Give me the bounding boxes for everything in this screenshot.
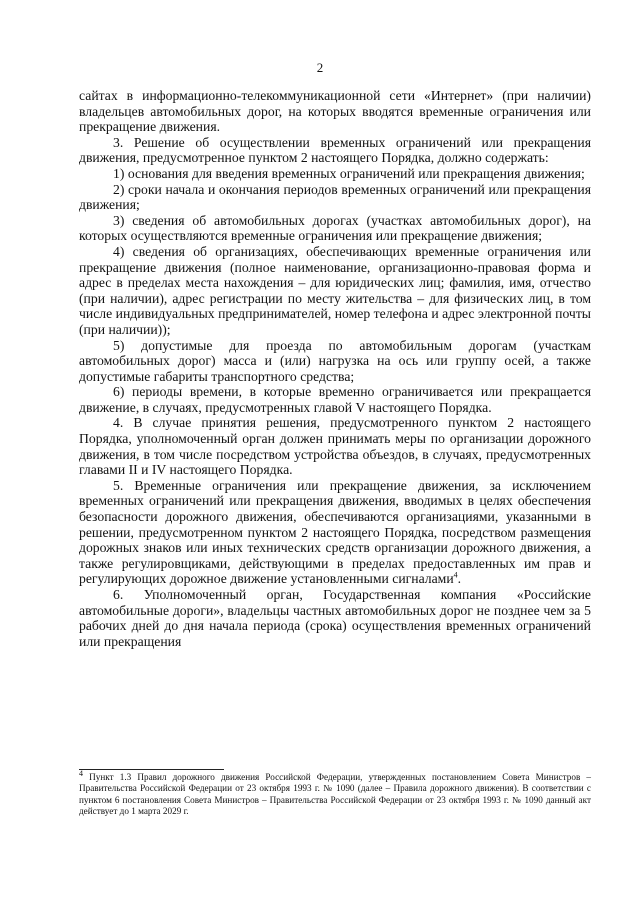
- footnote: [79, 768, 592, 818]
- paragraph-subitem-2: 2) сроки начала и окончания периодов временных ограничений или прекращения движения;: [79, 181, 591, 213]
- footnote-divider: [79, 769, 224, 770]
- paragraph-subitem-5: 5) допустимые для проезда по автомобильным дорогам (участкам автомобильных дорог) масса и (или) нагрузка на ось или группу осей, а также допустимые габариты транспортного средства;: [79, 337, 591, 384]
- paragraph-item-6: 6. Уполномоченный орган, Государственная компания «Российские автомобильные дороги», владельцы частных автомобильных дорог не позднее чем за 5 рабочих дней до дня начала периода (срока) осуществления временных ограничений или прекращения: [79, 587, 591, 649]
- footnote-reference[interactable]: 4: [453, 570, 458, 580]
- paragraph-item-5: 5. Временные ограничения или прекращение движения, за исключением временных ограничений или прекращения движения, вводимых в целях обеспечения безопасности дорожного движения, обеспечиваются организациями, указанными в решении, предусмотренном пунктом 2 настоящего Порядка, посредством размещения дорожных знаков или иных технических средств организации дорожного движения, а также регулировщиками, действующими в пределах предоставленных им прав и регулирующих дорожное движение установленными сигналами: [79, 477, 591, 587]
- paragraph-item-3: 3. Решение об осуществлении временных ограничений или прекращения движения, предусмотренное пунктом 2 настоящего Порядка, должно содержать:: [79, 134, 591, 166]
- paragraph-item-4: 4. В случае принятия решения, предусмотренного пунктом 2 настоящего Порядка, уполномоченный орган должен принимать меры по организации дорожного движения, в том числе посредством устройства объездов, в случаях, предусмотренных главами II и IV настоящего Порядка.: [79, 415, 591, 478]
- paragraph-subitem-6: 6) периоды времени, в которые временно ограничивается или прекращается движение, в случаях, предусмотренных главой V настоящего Порядка.: [79, 384, 591, 415]
- footnote-marker: 4: [79, 768, 83, 778]
- paragraph-item-5-wrapper: [79, 478, 591, 587]
- document-body: [79, 88, 591, 649]
- footnote-paragraph: [79, 768, 592, 818]
- paragraph-subitem-4: 4) сведения об организациях, обеспечивающих временные ограничения или прекращение движения (полное наименование, организационно-правовая форма и адрес в пределах места нахождения – для юридических лиц; фамилия, имя, отчество (при наличии), адрес регистрации по месту жительства – для физических лиц, в том числе индивидуальных предпринимателей, номер телефона и адрес электронной почты (при наличии));: [79, 243, 591, 337]
- paragraph-subitem-3: 3) сведения об автомобильных дорогах (участках автомобильных дорог), на которых осуществляются временные ограничения или прекращение движения;: [79, 212, 591, 244]
- footnote-text: Пункт 1.3 Правил дорожного движения Российской Федерации, утвержденных постановлением Совета Министров – Правительства Российской Федерации от 23 октября 1993 г. № 1090 (далее – Правила дорожного движения). В соответствии с пунктом 6 постановления Совета Министров – Правительства Российской Федерации от 23 октября 1993 г. № 1090 данный акт действует до 1 марта 2029 г.: [79, 772, 592, 817]
- paragraph-continuation: сайтах в информационно-телекоммуникационной сети «Интернет» (при наличии) владельцев автомобильных дорог, на которых вводятся временные ограничения или прекращение движения.: [79, 88, 591, 135]
- paragraph-subitem-1: 1) основания для введения временных ограничений или прекращения движения;: [113, 165, 585, 181]
- paragraph-item-5-end: .: [457, 571, 462, 587]
- page-number: 2: [316, 60, 324, 75]
